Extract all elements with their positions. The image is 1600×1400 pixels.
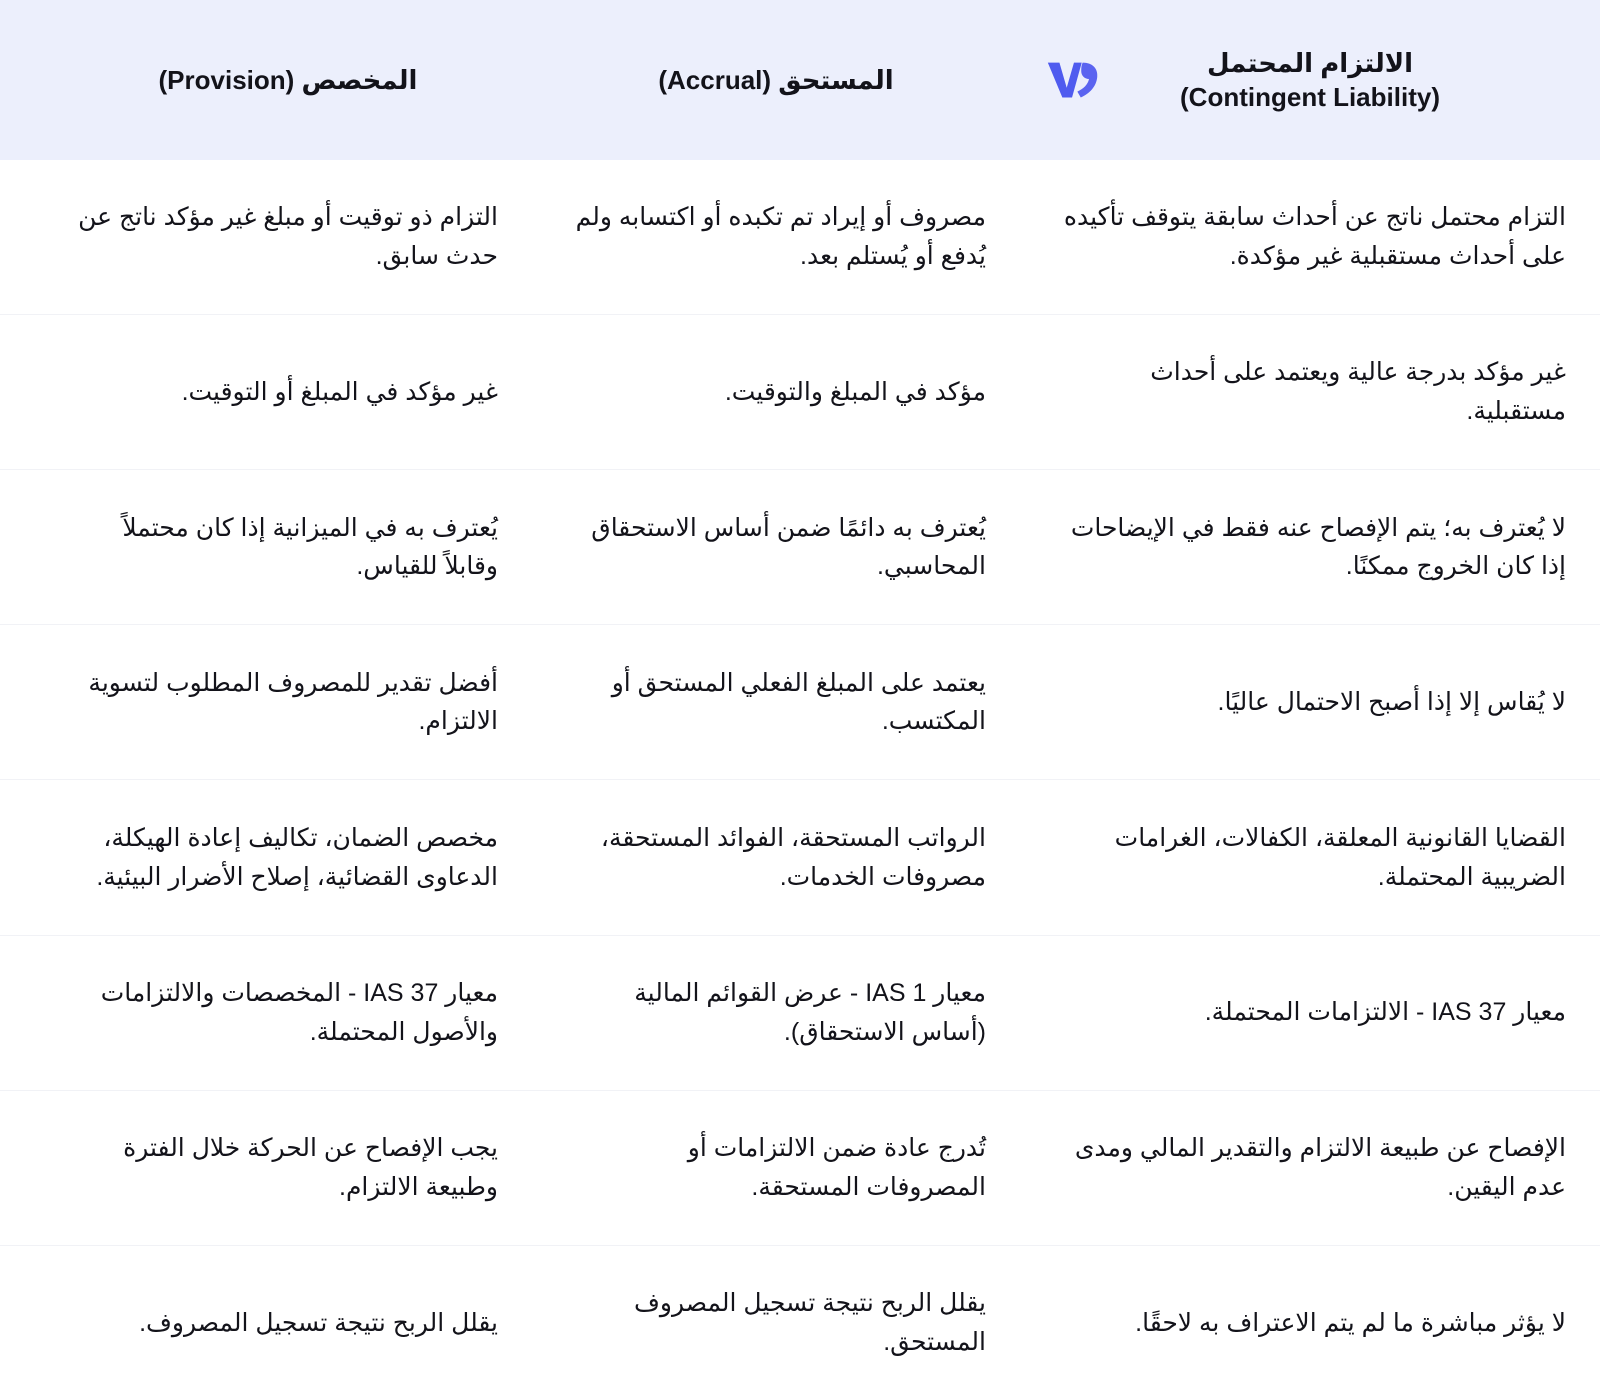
column-header-contingent-line1: الالتزام المحتمل xyxy=(1206,47,1414,78)
row-label xyxy=(0,1245,44,1400)
cell-contingent: غير مؤكد بدرجة عالية ويعتمد على أحداث مستقبلية. xyxy=(1020,315,1600,470)
cell-accrual: تُدرج عادة ضمن الالتزامات أو المصروفات المستحقة. xyxy=(532,1090,1020,1245)
column-header-contingent xyxy=(1020,0,1600,160)
cell-accrual: يعتمد على المبلغ الفعلي المستحق أو المكتسب. xyxy=(532,625,1020,780)
cell-contingent: لا يؤثر مباشرة ما لم يتم الاعتراف به لاحقًا. xyxy=(1020,1245,1600,1400)
cell-provision: غير مؤكد في المبلغ أو التوقيت. xyxy=(44,315,532,470)
column-header-accrual: المستحق (Accrual) xyxy=(658,64,894,95)
cell-contingent: الإفصاح عن طبيعة الالتزام والتقدير المالي ومدى عدم اليقين. xyxy=(1020,1090,1600,1245)
table-row xyxy=(0,935,1600,1090)
table-row xyxy=(0,780,1600,935)
cell-provision: يقلل الربح نتيجة تسجيل المصروف. xyxy=(44,1245,532,1400)
cell-provision: يجب الإفصاح عن الحركة خلال الفترة وطبيعة الالتزام. xyxy=(44,1090,532,1245)
row-label xyxy=(0,625,44,780)
cell-contingent: لا يُعترف به؛ يتم الإفصاح عنه فقط في الإيضاحات إذا كان الخروج ممكنًا. xyxy=(1020,470,1600,625)
cell-contingent: القضايا القانونية المعلقة، الكفالات، الغرامات الضريبية المحتملة. xyxy=(1020,780,1600,935)
cell-provision: التزام ذو توقيت أو مبلغ غير مؤكد ناتج عن حدث سابق. xyxy=(44,160,532,315)
header-row xyxy=(0,0,1600,160)
cell-provision: أفضل تقدير للمصروف المطلوب لتسوية الالتزام. xyxy=(44,625,532,780)
cell-accrual: مؤكد في المبلغ والتوقيت. xyxy=(532,315,1020,470)
cell-contingent: لا يُقاس إلا إذا أصبح الاحتمال عاليًا. xyxy=(1020,625,1600,780)
table-row xyxy=(0,1090,1600,1245)
table-row xyxy=(0,625,1600,780)
cell-accrual: يُعترف به دائمًا ضمن أساس الاستحقاق المحاسبي. xyxy=(532,470,1020,625)
row-label xyxy=(0,160,44,315)
column-header-item xyxy=(0,0,44,160)
row-label xyxy=(0,470,44,625)
cell-provision: معيار IAS 37 - المخصصات والالتزامات والأصول المحتملة. xyxy=(44,935,532,1090)
cell-accrual: معيار IAS 1 - عرض القوائم المالية (أساس الاستحقاق). xyxy=(532,935,1020,1090)
cell-accrual: يقلل الربح نتيجة تسجيل المصروف المستحق. xyxy=(532,1245,1020,1400)
row-label xyxy=(0,315,44,470)
column-header-contingent-line2: (Contingent Liability) xyxy=(1180,82,1440,112)
table-row xyxy=(0,1245,1600,1400)
table-body xyxy=(0,160,1600,1400)
table-row xyxy=(0,315,1600,470)
cell-provision: مخصص الضمان، تكاليف إعادة الهيكلة، الدعاوى القضائية، إصلاح الأضرار البيئية. xyxy=(44,780,532,935)
table-row xyxy=(0,470,1600,625)
row-label xyxy=(0,780,44,935)
cell-accrual: مصروف أو إيراد تم تكبده أو اكتسابه ولم يُدفع أو يُستلم بعد. xyxy=(532,160,1020,315)
row-label xyxy=(0,1090,44,1245)
table-header xyxy=(0,0,1600,160)
table-row xyxy=(0,160,1600,315)
cell-accrual: الرواتب المستحقة، الفوائد المستحقة، مصروفات الخدمات. xyxy=(532,780,1020,935)
cell-contingent: التزام محتمل ناتج عن أحداث سابقة يتوقف تأكيده على أحداث مستقبلية غير مؤكدة. xyxy=(1020,160,1600,315)
cell-contingent: معيار IAS 37 - الالتزامات المحتملة. xyxy=(1020,935,1600,1090)
cell-provision: يُعترف به في الميزانية إذا كان محتملاً وقابلاً للقياس. xyxy=(44,470,532,625)
row-label xyxy=(0,935,44,1090)
column-header-provision: المخصص (Provision) xyxy=(158,64,418,95)
w-monogram-logo-icon xyxy=(1042,49,1104,111)
